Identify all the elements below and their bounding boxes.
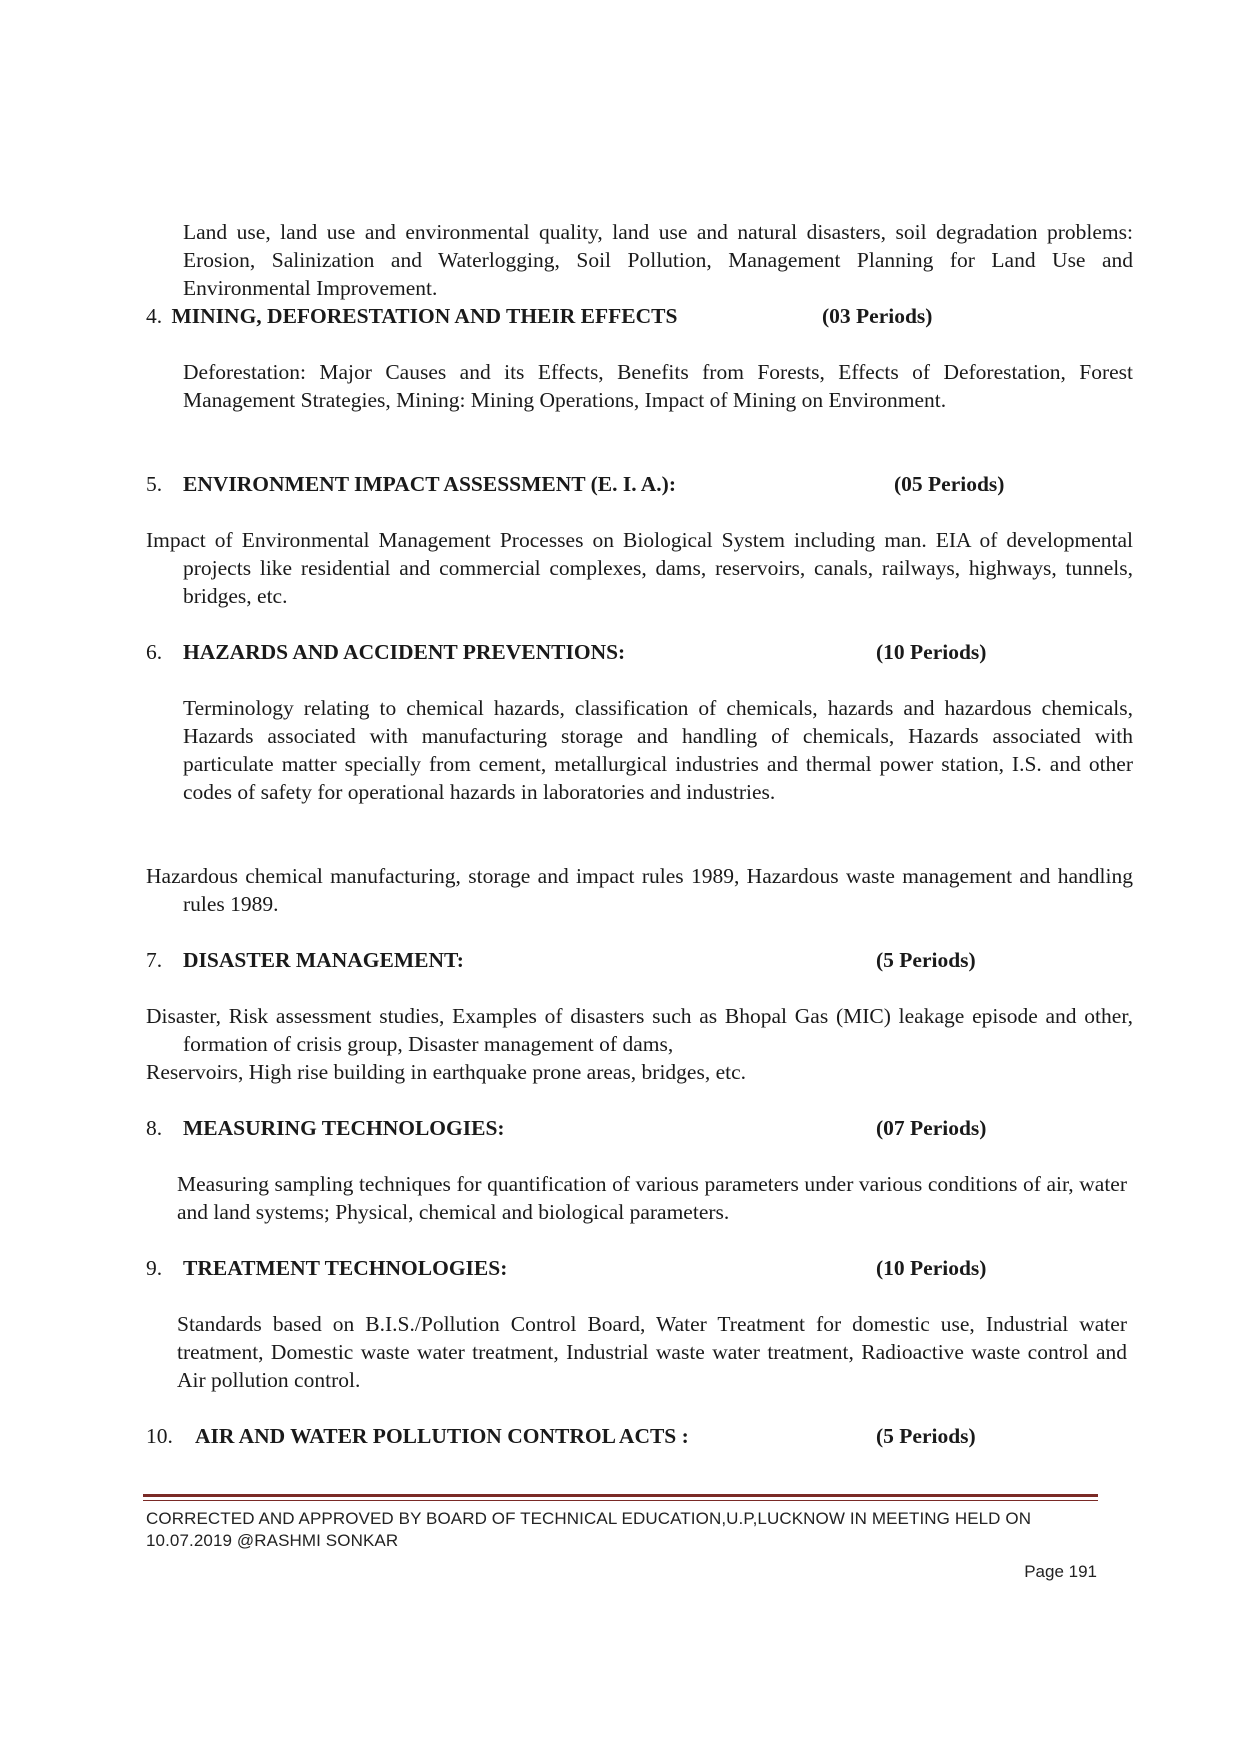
section-title: MEASURING TECHNOLOGIES: [183, 1116, 505, 1140]
intro-paragraph: Land use, land use and environmental quality, land use and natural disasters, soil degradation problems: Erosion, Salinization and Waterlogging, Soil Pollution, Management Planning for Land Use and Environmental Improvement. [183, 220, 1133, 300]
section-10-heading [146, 1422, 689, 1450]
section-number: 5. [146, 472, 163, 496]
section-8-paragraph: Measuring sampling techniques for quantification of various parameters under various conditions of air, water and land systems; Physical, chemical and biological parameters. [177, 1172, 1127, 1224]
section-number: 8. [146, 1116, 163, 1140]
section-9-periods: (10 Periods) [876, 1256, 987, 1280]
section-title: HAZARDS AND ACCIDENT PREVENTIONS: [183, 640, 626, 664]
section-title: MINING, DEFORESTATION AND THEIR EFFECTS [171, 304, 678, 328]
footer-approval-note [146, 1508, 1096, 1552]
footer-line-1: CORRECTED AND APPROVED BY BOARD OF TECHNICAL EDUCATION,U.P,LUCKNOW IN MEETING HELD ON [146, 1509, 1032, 1528]
section-6-periods: (10 Periods) [876, 640, 987, 664]
section-8-periods: (07 Periods) [876, 1116, 987, 1140]
section-9-paragraph: Standards based on B.I.S./Pollution Control Board, Water Treatment for domestic use, Industrial water treatment, Domestic waste water treatment, Industrial waste water treatment, Radioactive waste control and Air pollution control. [177, 1312, 1127, 1392]
section-10-periods: (5 Periods) [876, 1424, 976, 1448]
section-5-periods: (05 Periods) [894, 472, 1005, 496]
section-5-heading [146, 470, 676, 498]
section-title: DISASTER MANAGEMENT: [183, 948, 464, 972]
section-4-periods: (03 Periods) [822, 304, 933, 328]
section-title: ENVIRONMENT IMPACT ASSESSMENT (E. I. A.): [183, 472, 676, 496]
section-number: 9. [146, 1256, 163, 1280]
section-8-heading [146, 1114, 505, 1142]
section-6-paragraph-2: Hazardous chemical manufacturing, storage and impact rules 1989, Hazardous waste management and handling rules 1989. [146, 864, 1133, 916]
section-7-paragraph-1: Disaster, Risk assessment studies, Examples of disasters such as Bhopal Gas (MIC) leakage episode and other, formation of crisis group, Disaster management of dams, [146, 1004, 1133, 1056]
section-4-heading [146, 302, 677, 330]
section-number: 6. [146, 640, 163, 664]
section-5-paragraph: Impact of Environmental Management Processes on Biological System including man. EIA of developmental projects like residential and commercial complexes, dams, reservoirs, canals, railways, highways, tunnels, bridges, etc. [146, 528, 1133, 608]
section-number: 4. [146, 304, 163, 328]
footer-line-2: 10.07.2019 @RASHMI SONKAR [146, 1531, 399, 1550]
page-number: Page 191 [1024, 1562, 1097, 1581]
footer-rule-thick [143, 1494, 1098, 1497]
section-7-heading [146, 946, 464, 974]
section-number: 10. [146, 1424, 173, 1448]
section-7-periods: (5 Periods) [876, 948, 976, 972]
section-6-paragraph-1: Terminology relating to chemical hazards, classification of chemicals, hazards and hazardous chemicals, Hazards associated with manufacturing storage and handling of chemicals, Hazards associated with particulate matter specially from cement, metallurgical industries and thermal power station, I.S. and other codes of safety for operational hazards in laboratories and industries. [183, 696, 1133, 804]
footer-rule-thin [143, 1500, 1098, 1501]
section-4-paragraph: Deforestation: Major Causes and its Effects, Benefits from Forests, Effects of Deforestation, Forest Management Strategies, Mining: Mining Operations, Impact of Mining on Environment. [183, 360, 1133, 412]
section-title: AIR AND WATER POLLUTION CONTROL ACTS : [195, 1424, 689, 1448]
section-6-heading [146, 638, 625, 666]
section-9-heading [146, 1254, 507, 1282]
section-number: 7. [146, 948, 163, 972]
section-7-paragraph-2: Reservoirs, High rise building in earthquake prone areas, bridges, etc. [146, 1060, 747, 1084]
section-title: TREATMENT TECHNOLOGIES: [183, 1256, 508, 1280]
